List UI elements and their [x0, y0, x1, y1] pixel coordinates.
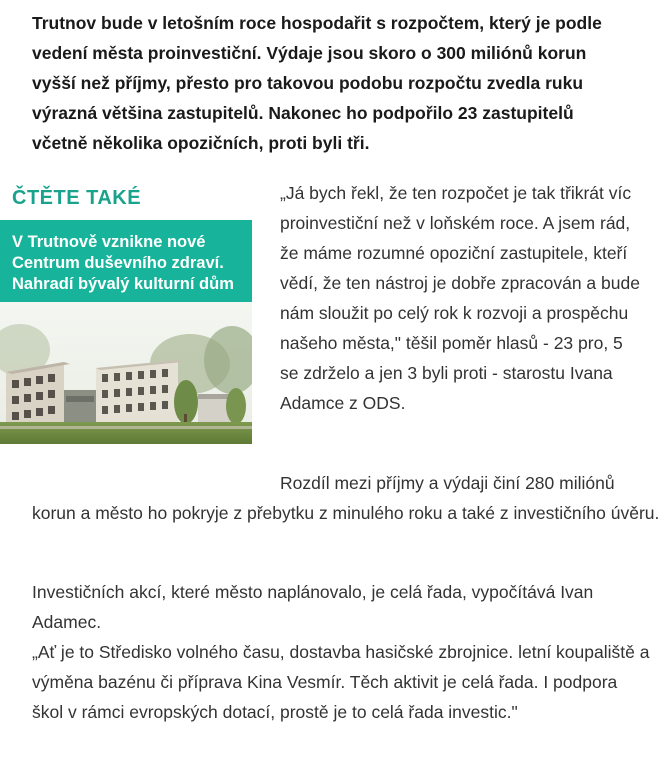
article-quote-investments: „Ať je to Středisko volného času, dostavba hasičské zbrojnice. letní koupaliště a výměna bazénu či příprava Kina Vesmír. Těch aktivit je celá řada. I podpora škol v rámci evropských dotací, prostě je to celá řada investic.": [32, 642, 650, 722]
article-paragraph-investments: [32, 577, 652, 727]
related-article-image[interactable]: [0, 302, 252, 444]
article-paragraph: Rozdíl mezi příjmy a výdaji činí 280 miliónů korun a město ho pokryje z přebytku z minulého roku a také z investičního úvěru.: [32, 473, 660, 523]
related-articles: [0, 176, 252, 444]
article-paragraph-intro: Investičních akcí, které město naplánovalo, je celá řada, vypočítává Ivan Adamec.: [32, 582, 594, 632]
related-heading: ČTĚTE TAKÉ: [12, 187, 142, 209]
related-article-title[interactable]: V Trutnově vznikne nové Centrum duševního zdraví. Nahradí bývalý kulturní dům: [0, 220, 252, 302]
article-lead: Trutnov bude v letošním roce hospodařit s rozpočtem, který je podle vedení města proinvestiční. Výdaje jsou skoro o 300 miliónů korun vyšší než příjmy, přesto pro takovou podobu rozpočtu zvedla ruku výrazná většina zastupitelů. Nakonec ho podpořilo 23 zastupitelů včetně několika opozičních, proti byli tři.: [32, 13, 602, 153]
related-article-card[interactable]: [0, 220, 252, 444]
article-quote: „Já bych řekl, že ten rozpočet je tak třikrát víc proinvestiční než v loňském roce. A jsem rád, že máme rozumné opoziční zastupitele, kteří vědí, že ten nástroj je dobře zpracován a bude nám sloužit po celý rok k rozvoji a prospěchu našeho města," těšil poměr hlasů - 23 pro, 5 se zdrželo a jen 3 byli proti - starostu Ivana Adamce z ODS.: [280, 183, 640, 413]
